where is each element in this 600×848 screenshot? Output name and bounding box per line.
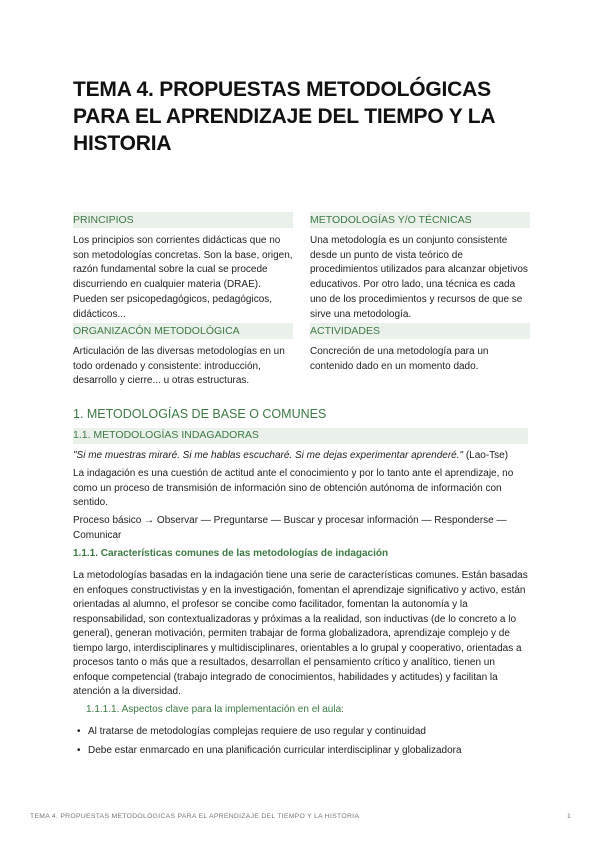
paragraph-indagacion: La indagación es una cuestión de actitud ante el conocimiento y por lo tanto ante el aprendizaje, no como un proceso de transmisión de información sino de obtención autónoma de información con sentido.	[73, 468, 514, 508]
list-item	[77, 725, 527, 739]
box-text: Los principios son corrientes didácticas que no son metodologías concretas. Son la base, origen, razón fundamental sobre la cual se procede discurriendo en cualquier materia (DRAE). Pueden ser psicopedagógicos, pedagógicos, didácticos...	[73, 235, 293, 320]
page-title: TEMA 4. PROPUESTAS METODOLÓGICAS PARA EL APRENDIZAJE DEL TIEMPO Y LA HISTORIA	[73, 78, 495, 155]
section-heading: 1. METODOLOGÍAS DE BASE O COMUNES	[73, 407, 327, 421]
page-number: 1	[567, 813, 571, 820]
quote-paragraph	[73, 449, 528, 464]
box-principios	[73, 212, 293, 322]
box-heading: ACTIVIDADES	[310, 323, 530, 339]
bullet-icon: •	[77, 745, 81, 756]
box-heading: ORGANIZACÓN METODOLÓGICA	[73, 323, 293, 339]
paragraph-caracteristicas: La metodologías basadas en la indagación tiene una serie de características comunes. Están basadas en enfoques constructivistas y en la investigación, fomentan el aprendizaje significativo y activo, están orientadas al alumno, el profesor se concibe como facilitador, fomentan la autonomía y la responsabilidad, son contextualizadoras y próximas a la realidad, son inductivas (de lo concreto a lo general), generan motivación, permiten trabajar de forma globalizadora, aprendizaje complejo y de tiempo largo, interdisciplinares y multidisciplinares, orientables a lo grupal y cooperativo, orientadas a procesos tanto o más que a resultados, desarrollan el pensamiento crítico y analítico, tienen un enfoque competencial (trabajo integrado de conocimientos, habilidades y actitudes) y facilitan la atención a la diversidad.	[73, 570, 528, 697]
box-heading: METODOLOGÍAS Y/O TÉCNICAS	[310, 212, 530, 228]
box-heading: PRINCIPIOS	[73, 212, 293, 228]
list-item-text: Debe estar enmarcado en una planificación curricular interdisciplinar y globalizadora	[88, 745, 462, 756]
box-organizacion	[73, 323, 293, 389]
quote-author: (Lao-Tse)	[465, 450, 509, 461]
box-actividades	[310, 323, 530, 374]
list-item	[77, 744, 527, 758]
quote-text: "Si me muestras miraré. Si me hablas escucharé. Si me dejas experimentar aprenderé."	[73, 450, 464, 461]
box-text: Articulación de las diversas metodologías en un todo ordenado y consistente: introducción, desarrollo y cierre... u otras estructuras.	[73, 346, 285, 387]
bullet-icon: •	[77, 726, 81, 737]
subsubsection-heading: 1.1.1. Características comunes de las metodologías de indagación	[73, 548, 389, 559]
list-item-text: Al tratarse de metodologías complejas requiere de uso regular y continuidad	[88, 726, 426, 737]
box-text: Concreción de una metodología para un contenido dado en un momento dado.	[310, 346, 489, 372]
aspects-heading: 1.1.1.1. Aspectos clave para la implementación en el aula:	[86, 704, 344, 715]
footer-title: TEMA 4. PROPUESTAS METODOLÓGICAS PARA EL APRENDIZAJE DEL TIEMPO Y LA HISTORIA	[30, 813, 360, 820]
subsection-heading: 1.1. METODOLOGÍAS INDAGADORAS	[73, 428, 528, 444]
box-metodologias	[310, 212, 530, 322]
process-line: Proceso básico → Observar — Preguntarse — Buscar y procesar información — Responderse — Comunicar	[73, 515, 507, 541]
box-text: Una metodología es un conjunto consistente desde un punto de vista teórico de procedimientos utilizados para alcanzar objetivos educativos. Por otro lado, una técnica es cada uno de los procedimientos y recursos de que se sirve una metodología.	[310, 235, 528, 320]
